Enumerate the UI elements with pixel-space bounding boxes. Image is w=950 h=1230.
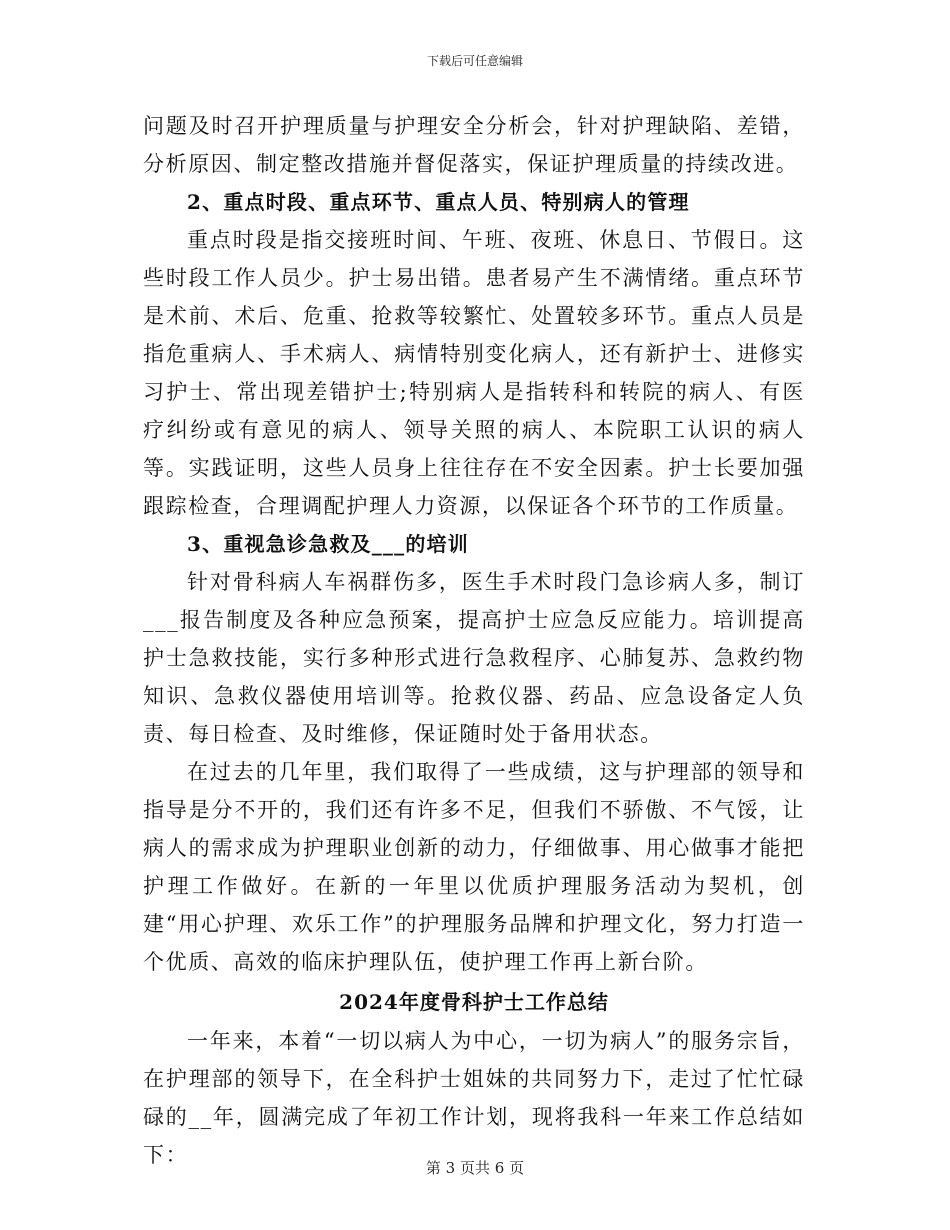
paragraph-4: 在过去的几年里，我们取得了一些成绩，这与护理部的领导和指导是分不开的，我们还有许多不足，但我们不骄傲、不气馁，让病人的需求成为护理职业创新的动力，仔细做事、用心做事才能把护理工作做好。在新的一年里以优质护理服务活动为契机，创建“用心护理、欢乐工作”的护理服务品牌和护理文化，努力打造一个优质、高效的临床护理队伍，使护理工作再上新台阶。 [143, 760, 805, 974]
paragraph-5: 一年来，本着“一切以病人为中心，一切为病人”的服务宗旨，在护理部的领导下，在全科护士姐妹的共同努力下，走过了忙忙碌碌的__年，圆满完成了年初工作计划，现将我科一年来工作总结如下： [143, 1029, 805, 1167]
paragraph-1: 问题及时召开护理质量与护理安全分析会，针对护理缺陷、差错，分析原因、制定整改措施并督促落实，保证护理质量的持续改进。 [143, 114, 805, 176]
paragraph-2: 重点时段是指交接班时间、午班、夜班、休息日、节假日。这些时段工作人员少。护士易出错。患者易产生不满情绪。重点环节是术前、术后、危重、抢救等较繁忙、处置较多环节。重点人员是指危重病人、手术病人、病情特别变化病人，还有新护士、进修实习护士、常出现差错护士;特别病人是指转科和转院的病人、有医疗纠纷或有意见的病人、领导关照的病人、本院职工认识的病人等。实践证明，这些人员身上往往存在不安全因素。护士长要加强跟踪检查，合理调配护理人力资源，以保证各个环节的工作质量。 [143, 228, 805, 518]
paragraph-3: 针对骨科病人车祸群伤多，医生手术时段门急诊病人多，制订___报告制度及各种应急预案，提高护士应急反应能力。培训提高护士急救技能，实行多种形式进行急救程序、心肺复苏、急救约物知识、急救仪器使用培训等。抢救仪器、药品、应急设备定人负责、每日检查、及时维修，保证随时处于备用状态。 [143, 570, 805, 746]
document-body [143, 107, 805, 1174]
page-footer: 第 3 页共 6 页 [425, 1159, 525, 1177]
section-heading-3: 3、重视急诊急救及___的培训 [187, 532, 469, 556]
section-heading-2: 2、重点时段、重点环节、重点人员、特别病人的管理 [187, 190, 690, 214]
document-title: 2024年度骨科护士工作总结 [339, 990, 609, 1014]
page-header: 下载后可任意编辑 [426, 54, 523, 68]
